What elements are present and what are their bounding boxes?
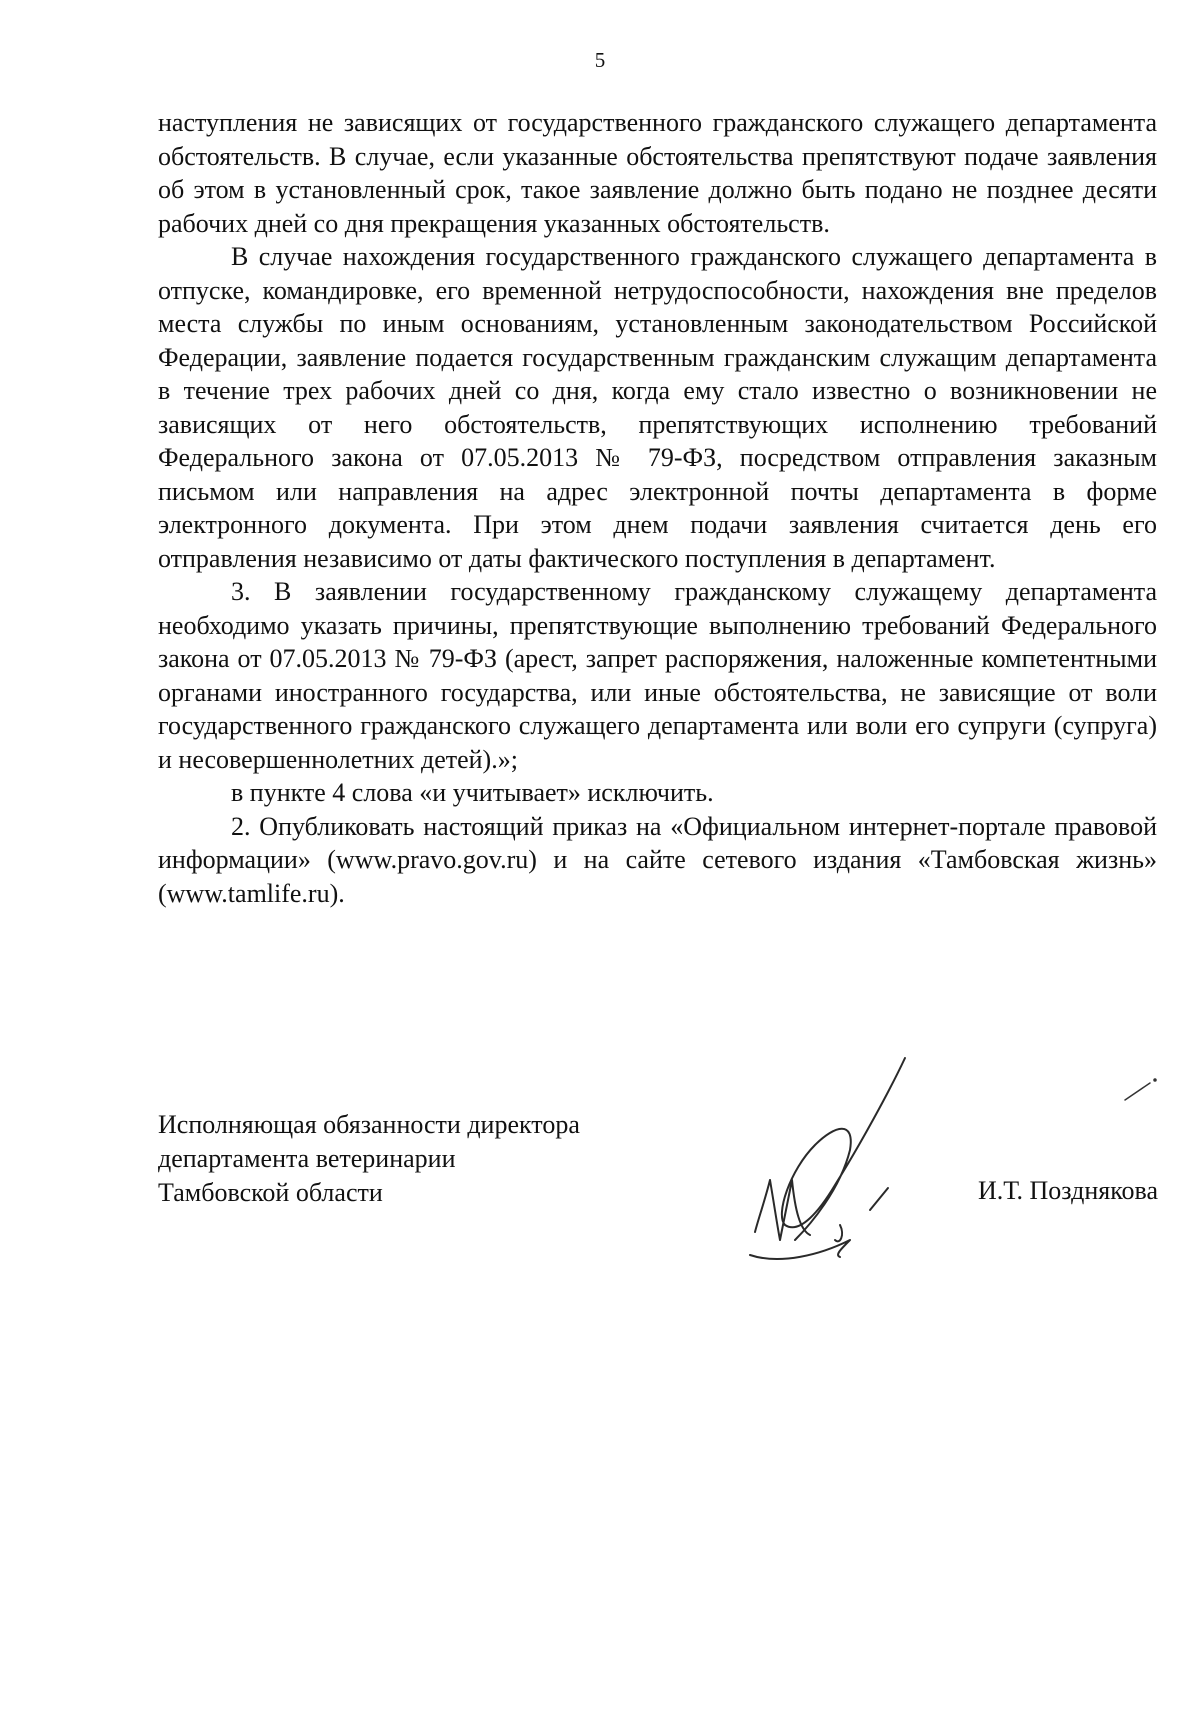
- scan-mark: [1120, 1075, 1160, 1105]
- signer-position-line-1: Исполняющая обязанности директора: [158, 1110, 580, 1139]
- signer-position: [158, 1108, 580, 1210]
- paragraph-4: в пункте 4 слова «и учитывает» исключить.: [231, 778, 714, 807]
- document-body: [158, 106, 1157, 910]
- paragraph-3: 3. В заявлении государственному гражданскому служащему департамента необходимо указать причины, препятствующие выполнению требований Федерального закона от 07.05.2013 № 79-ФЗ (арест, запрет распоряжения, наложенные компетентными органами иностранного государства, или иные обстоятельства, не зависящие от воли государственного гражданского служащего департамента или воли его супруги (супруга) и несовершеннолетних детей).»;: [158, 577, 1157, 774]
- paragraph-1: наступления не зависящих от государственного гражданского служащего департамента обстоятельств. В случае, если указанные обстоятельства препятствуют подаче заявления об этом в установленный срок, такое заявление должно быть подано не позднее десяти рабочих дней со дня прекращения указанных обстоятельств.: [158, 108, 1157, 238]
- signer-name: И.Т. Позднякова: [977, 1176, 1158, 1205]
- signer-position-line-2: департамента ветеринарии: [158, 1144, 456, 1173]
- paragraph-2: В случае нахождения государственного гражданского служащего департамента в отпуске, командировке, его временной нетрудоспособности, нахождения вне пределов места службы по иным основаниям, установленным законодательством Российской Федерации, заявление подается государственным гражданским служащим департамента в течение трех рабочих дней со дня, когда ему стало известно о возникновении не зависящих от него обстоятельств, препятствующих исполнению требований Федерального закона от 07.05.2013 № 79-ФЗ, посредством отправления заказным письмом или направления на адрес электронной почты департамента в форме электронного документа. При этом днем подачи заявления считается день его отправления независимо от даты фактического поступления в департамент.: [158, 242, 1157, 573]
- handwritten-signature: [740, 1050, 920, 1270]
- page-number: 5: [594, 48, 606, 72]
- signer-position-line-3: Тамбовской области: [158, 1178, 383, 1207]
- paragraph-5: 2. Опубликовать настоящий приказ на «Официальном интернет-портале правовой информации» (www.pravo.gov.ru) и на сайте сетевого издания «Тамбовская жизнь» (www.tamlife.ru).: [158, 811, 1157, 908]
